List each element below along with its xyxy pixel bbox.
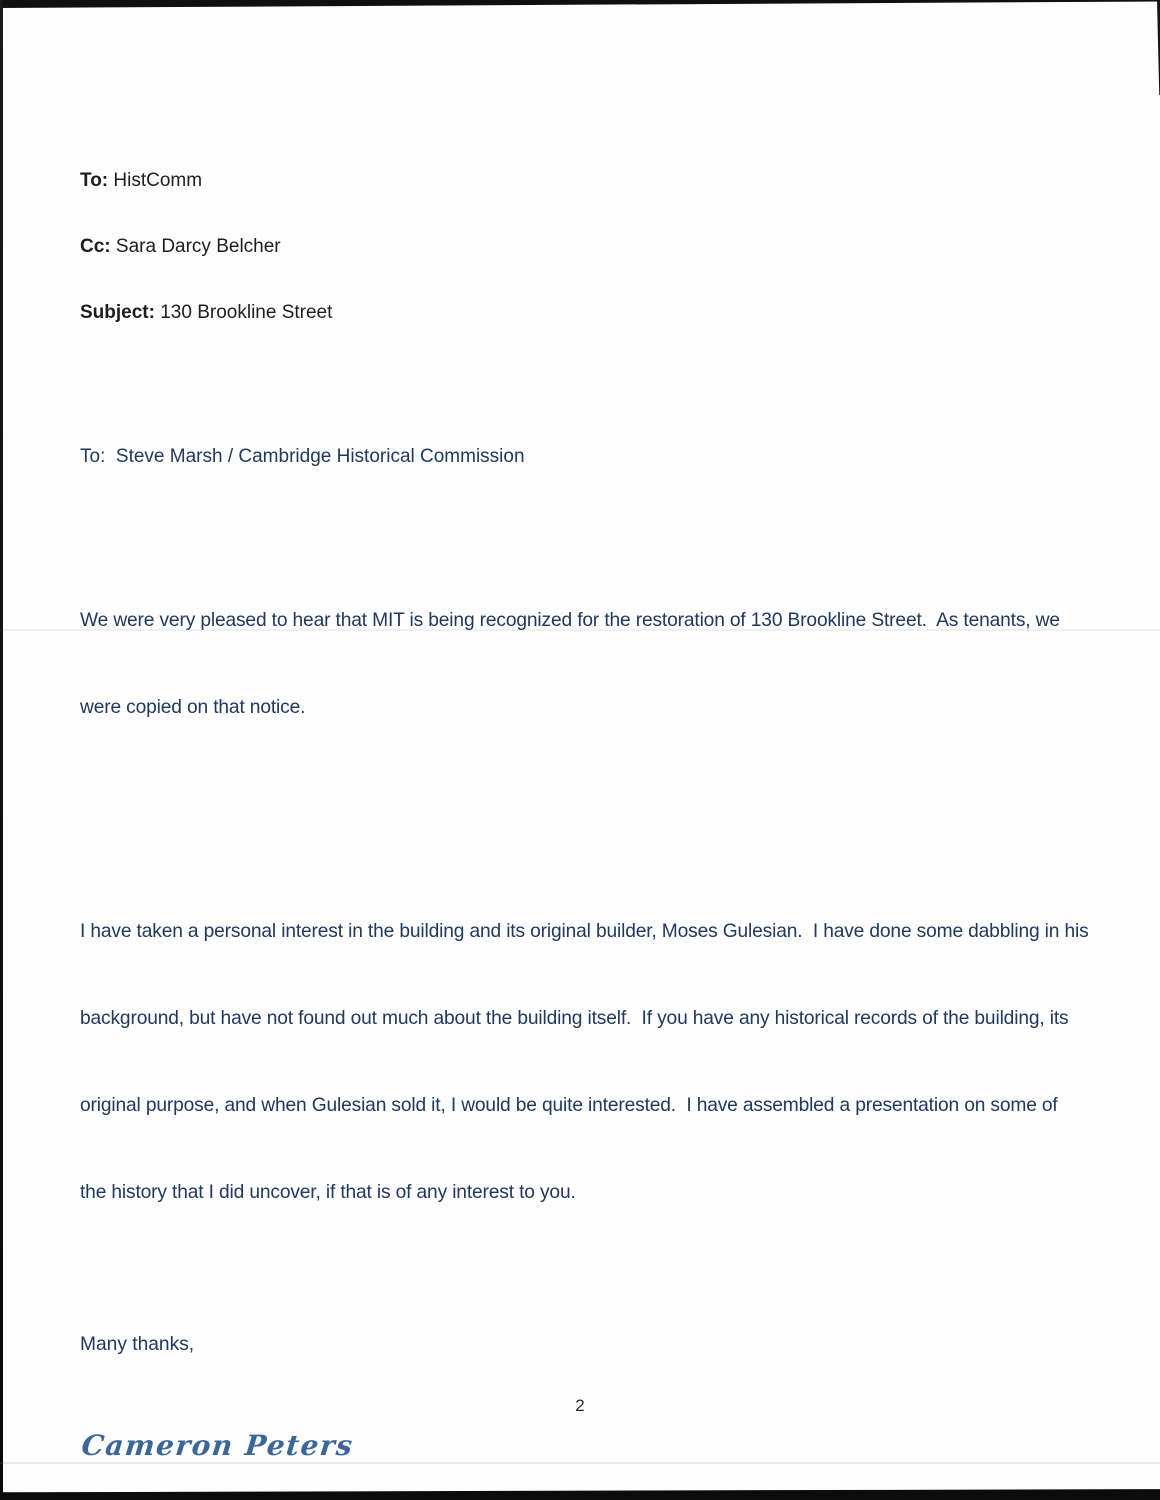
cc-label: Cc: xyxy=(80,236,111,257)
subject-value: 130 Brookline Street xyxy=(154,302,333,323)
header-subject-line xyxy=(80,302,1102,324)
body-line: the history that I did uncover, if that is of any interest to you. xyxy=(80,1182,576,1203)
body-line: original purpose, and when Gulesian sold it, I would be quite interested. I have assembled a presentation on some of xyxy=(80,1095,1058,1116)
email-header xyxy=(80,126,1102,368)
scan-edge-top xyxy=(0,0,1160,10)
to-value: HistComm xyxy=(108,170,203,191)
header-cc-line xyxy=(80,236,1102,258)
signature: Cameron Peters xyxy=(80,1429,356,1462)
header-to-line xyxy=(80,170,1102,192)
body-line: background, but have not found out much about the building itself. If you have any historical records of the building, its xyxy=(80,1008,1069,1029)
body-line: We were very pleased to hear that MIT is being recognized for the restoration of 130 Brookline Street. As tenants, we xyxy=(80,610,1060,631)
paragraph-2 xyxy=(80,859,1102,1265)
recipient-line: To: Steve Marsh / Cambridge Historical Commission xyxy=(80,446,525,467)
subject-label: Subject: xyxy=(80,302,155,323)
body-line: were copied on that notice. xyxy=(80,697,306,718)
closing-line: Many thanks, xyxy=(80,1334,195,1355)
scan-edge-right-top xyxy=(1155,0,1160,95)
body-line: I have taken a personal interest in the building and its original builder, Moses Gulesian. I have done some dabbling in his xyxy=(80,921,1089,942)
cc-value: Sara Darcy Belcher xyxy=(110,236,281,257)
paragraph-1 xyxy=(80,548,1102,780)
letter-content xyxy=(80,72,1102,1500)
to-label: To: xyxy=(80,170,109,191)
page-number: 2 xyxy=(575,1396,585,1415)
scan-edge-left xyxy=(0,0,3,1500)
